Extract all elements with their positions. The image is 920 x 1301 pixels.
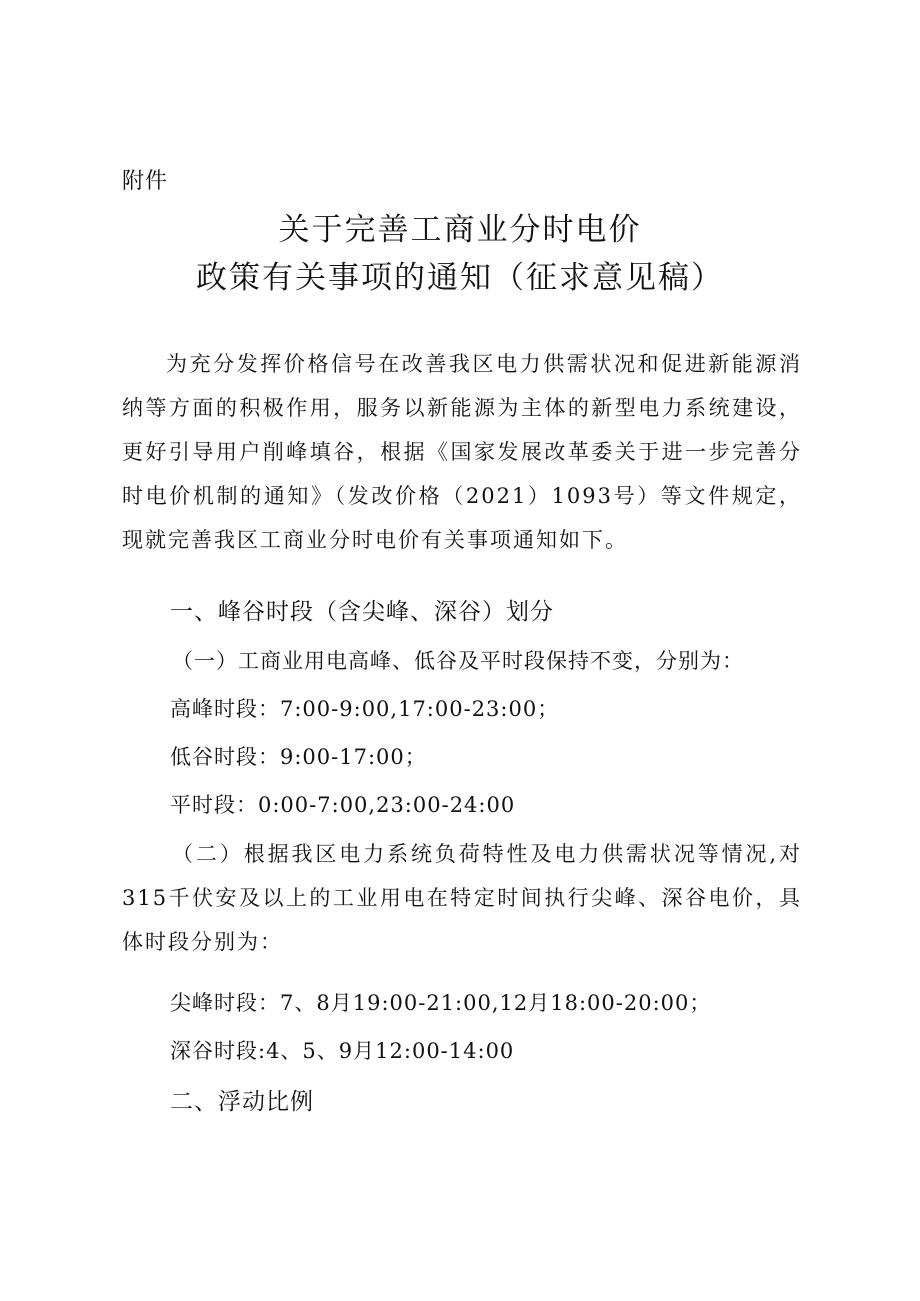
subsection-1-text: （一）工商业用电高峰、低谷及平时段保持不变，分别为： (172, 649, 744, 673)
section-2-heading: 二、浮动比例 (170, 1089, 314, 1115)
valley-period-line: 低谷时段：9:00-17:00； (170, 745, 427, 769)
peak-period-line: 高峰时段：7:00-9:00,17:00-23:00； (170, 697, 560, 721)
intro-paragraph: 为充分发挥价格信号在改善我区电力供需状况和促进新能源消纳等方面的积极作用，服务以新能源为主体的新型电力系统建设，更好引导用户削峰填谷，根据《国家发展改革委关于进一步完善分时电价机制的通知》（发改价格（2021）1093号）等文件规定，现就完善我区工商业分时电价有关事项通知如下。 (122, 352, 802, 552)
attachment-label: 附件 (122, 169, 169, 194)
flat-period-line: 平时段：0:00-7:00,23:00-24:00 (170, 793, 516, 817)
sharp-peak-period-line: 尖峰时段：7、8月19:00-21:00,12月18:00-20:00； (170, 991, 712, 1015)
section-1-heading: 一、峰谷时段（含尖峰、深谷）划分 (170, 599, 554, 625)
document-title-line-1: 关于完善工商业分时电价 (278, 212, 642, 248)
document-title-line-2: 政策有关事项的通知（征求意见稿） (196, 260, 724, 296)
subsection-2-paragraph: （二）根据我区电力系统负荷特性及电力供需状况等情况,对315千伏安及以上的工业用电在特定时间执行尖峰、深谷电价，具体时段分别为： (122, 842, 802, 954)
deep-valley-period-line: 深谷时段:4、5、9月12:00-14:00 (170, 1039, 515, 1063)
